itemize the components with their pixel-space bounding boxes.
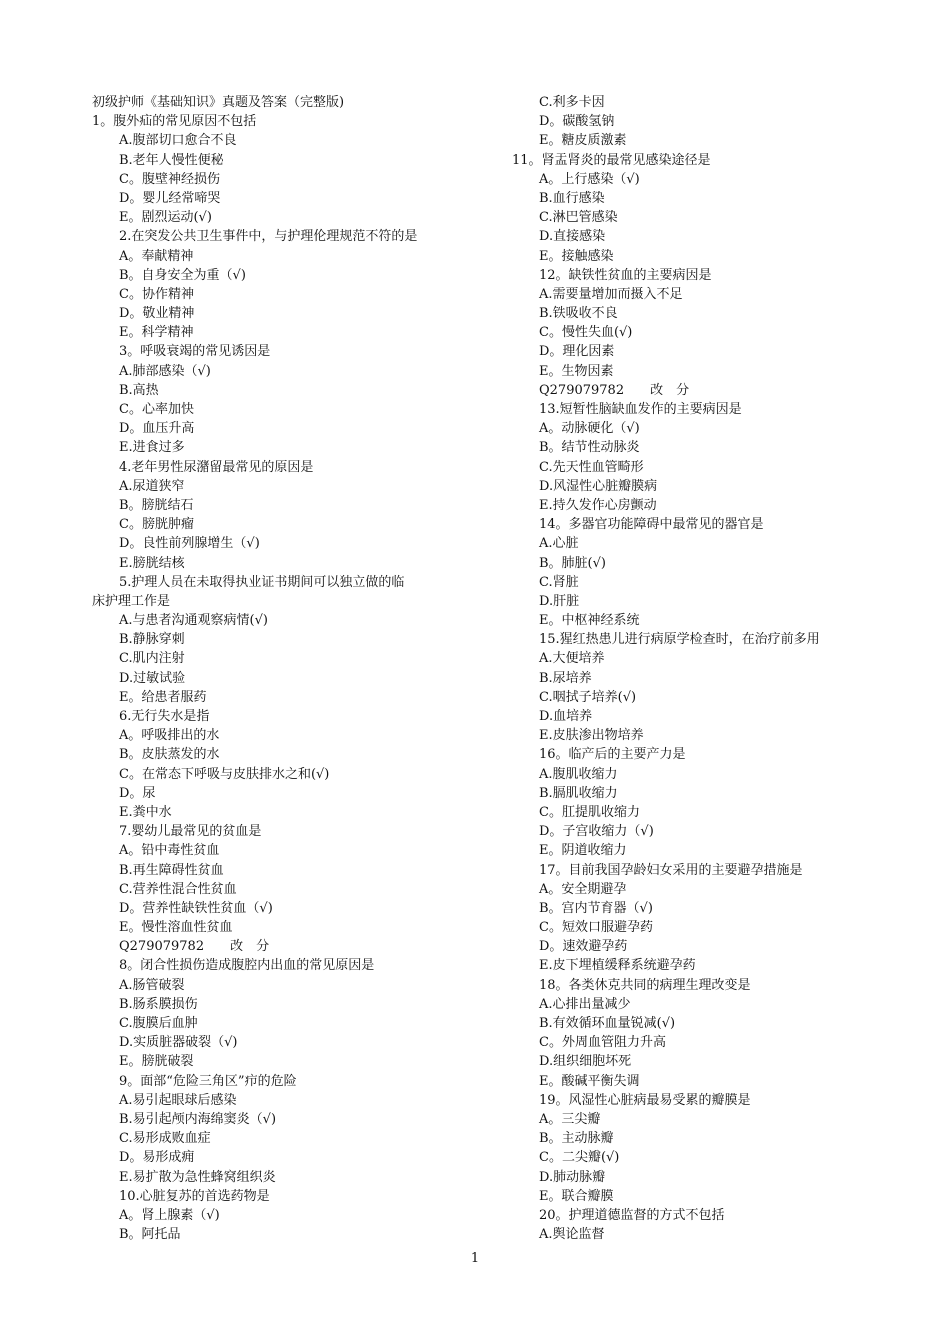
text-line: E。接触感染 <box>539 248 614 264</box>
text-line: D.血培养 <box>539 709 593 724</box>
text-line: 14。多器官功能障碍中最常见的器官是 <box>539 517 764 533</box>
text-line: D。敬业精神 <box>119 306 195 322</box>
text-line: B.肠系膜损伤 <box>119 996 198 1012</box>
text-line: 13.短暂性脑缺血发作的主要病因是 <box>539 402 742 417</box>
text-line: B。肺脏(√) <box>539 555 606 571</box>
text-line: 20。护理道德监督的方式不包括 <box>539 1207 725 1223</box>
text-line: D。易形成痈 <box>119 1150 195 1166</box>
text-line: B。结节性动脉炎 <box>539 440 640 456</box>
text-line: E。剧烈运动(√) <box>119 210 212 226</box>
text-line: 11。肾盂肾炎的最常见感染途径是 <box>512 152 711 168</box>
text-line: 6.无行失水是指 <box>119 709 210 724</box>
text-line: D.组织细胞坏死 <box>539 1054 632 1070</box>
text-line: 18。各类休克共同的病理生理改变是 <box>539 977 751 993</box>
text-line: A。呼吸排出的水 <box>119 728 220 744</box>
text-line: B.血行感染 <box>539 190 605 206</box>
text-line: A.尿道狭窄 <box>119 478 185 494</box>
text-line: 8。闭合性损伤造成腹腔内出血的常见原因是 <box>119 958 375 974</box>
text-line: E.粪中水 <box>119 804 172 820</box>
text-line: D.直接感染 <box>539 229 606 245</box>
text-line: E。给患者服药 <box>119 689 207 705</box>
text-line: 9。面部“危险三角区”疖的危险 <box>119 1073 297 1089</box>
text-line: C。协作精神 <box>119 286 194 302</box>
text-line: 初级护师《基础知识》真题及答案（完整版) <box>92 95 345 110</box>
text-line: B。膀胱结石 <box>119 497 194 513</box>
text-line: D。子宫收缩力（√) <box>539 824 654 840</box>
text-line: E.膀胱结核 <box>119 555 185 571</box>
text-line: B。阿托品 <box>119 1227 181 1243</box>
text-line: B。皮肤蒸发的水 <box>119 747 220 763</box>
text-line: E。生物因素 <box>539 363 614 379</box>
text-line: D。尿 <box>119 785 156 801</box>
text-line: D。速效避孕药 <box>539 939 628 955</box>
text-line: A.心排出量减少 <box>539 996 631 1012</box>
text-line: E.皮下埋植缓释系统避孕药 <box>539 958 696 974</box>
text-line: B.铁吸收不良 <box>539 306 618 322</box>
text-line: 4.老年男性尿潴留最常见的原因是 <box>119 459 314 475</box>
text-line: A.大便培养 <box>539 651 605 667</box>
text-line: C。心率加快 <box>119 402 194 417</box>
text-line: A。动脉硬化（√) <box>539 421 640 437</box>
text-line: E.进食过多 <box>119 440 185 456</box>
text-line: D。理化因素 <box>539 344 615 360</box>
text-line: 2.在突发公共卫生事件中，与护理伦理规范不符的是 <box>119 229 418 245</box>
text-line: A.舆论监督 <box>539 1227 605 1243</box>
text-line: A。铅中毒性贫血 <box>119 843 220 859</box>
text-line: Q279079782 改 分 <box>119 939 270 955</box>
text-line: D。碳酸氢钠 <box>539 114 615 130</box>
text-line: E。科学精神 <box>119 325 194 341</box>
text-line: D.实质脏器破裂（√) <box>119 1035 238 1051</box>
text-line: A.易引起眼球后感染 <box>119 1092 237 1108</box>
text-line: E.持久发作心房颤动 <box>539 497 657 513</box>
text-line: C。外周血管阻力升高 <box>539 1035 666 1051</box>
text-line: 15.猩红热患儿进行病原学检查时，在治疗前多用 <box>539 632 820 648</box>
text-line: D。血压升高 <box>119 421 195 437</box>
text-line: C。腹壁神经损伤 <box>119 171 220 187</box>
text-line: 19。风湿性心脏病最易受累的瓣膜是 <box>539 1092 751 1108</box>
text-line: C.腹膜后血肿 <box>119 1016 198 1031</box>
text-line: C.营养性混合性贫血 <box>119 881 237 897</box>
text-line: A。肾上腺素（√) <box>119 1207 220 1223</box>
text-line: Q279079782 改 分 <box>539 382 690 398</box>
text-line: C.咽拭子培养(√) <box>539 689 637 705</box>
text-line: B.有效循环血量锐减(√) <box>539 1016 676 1031</box>
text-line: C。慢性失血(√) <box>539 325 633 341</box>
text-line: C.肾脏 <box>539 574 579 590</box>
text-line: A。安全期避孕 <box>539 881 627 897</box>
text-line: C。肛提肌收缩力 <box>539 804 640 820</box>
text-line: E。膀胱破裂 <box>119 1054 194 1070</box>
text-line: B。自身安全为重（√) <box>119 267 246 283</box>
text-line: E.皮肤渗出物培养 <box>539 728 644 744</box>
right-column <box>512 93 912 1244</box>
text-line: 7.婴幼儿最常见的贫血是 <box>119 824 262 840</box>
text-line: B.易引起颅内海绵窦炎（√) <box>119 1111 277 1127</box>
text-line: D。营养性缺铁性贫血（√) <box>119 900 273 916</box>
text-line: D.风湿性心脏瓣膜病 <box>539 478 658 494</box>
text-line: 12。缺铁性贫血的主要病因是 <box>539 267 712 283</box>
text-line: E。酸碱平衡失调 <box>539 1073 640 1089</box>
text-line: C。二尖瓣(√) <box>539 1150 620 1166</box>
text-line: C.肌内注射 <box>119 651 185 667</box>
text-line: 1。腹外疝的常见原因不包括 <box>92 114 257 130</box>
text-line: E。慢性溶血性贫血 <box>119 920 233 936</box>
text-line: B。主动脉瓣 <box>539 1131 614 1147</box>
text-line: C.淋巴管感染 <box>539 210 618 226</box>
text-line: C。膀胱肿瘤 <box>119 517 194 533</box>
text-line: A。奉献精神 <box>119 248 194 264</box>
text-line: C.易形成败血症 <box>119 1131 211 1147</box>
text-line: D。婴儿经常啼哭 <box>119 190 221 206</box>
text-line: E。阴道收缩力 <box>539 843 627 859</box>
text-line: C。短效口服避孕药 <box>539 920 653 936</box>
text-line: A.腹部切口愈合不良 <box>119 133 237 149</box>
text-line: 17。目前我国孕龄妇女采用的主要避孕措施是 <box>539 862 803 878</box>
text-line: 16。临产后的主要产力是 <box>539 747 686 763</box>
text-line: B.静脉穿刺 <box>119 632 185 648</box>
text-line: B.膈肌收缩力 <box>539 785 618 801</box>
text-line: D.过敏试验 <box>119 670 186 686</box>
text-line: 10.心脏复苏的首选药物是 <box>119 1188 270 1204</box>
text-line: A.肠管破裂 <box>119 977 185 993</box>
text-line: A.需要量增加而摄入不足 <box>539 286 683 302</box>
left-column <box>92 93 492 1244</box>
text-line: C。在常态下呼吸与皮肤排水之和(√) <box>119 766 330 782</box>
text-line: A.心脏 <box>539 536 579 552</box>
text-line: E。糖皮质激素 <box>539 133 627 149</box>
text-line: A.与患者沟通观察病情(√) <box>119 613 268 629</box>
text-line: 5.护理人员在未取得执业证书期间可以独立做的临 <box>119 574 405 590</box>
text-line: A。三尖瓣 <box>539 1111 601 1127</box>
text-line: C.利多卡因 <box>539 95 605 110</box>
text-line: B.再生障碍性贫血 <box>119 862 224 878</box>
text-line: A.肺部感染（√) <box>119 363 211 379</box>
text-line: A。上行感染（√) <box>539 171 640 187</box>
text-line: A.腹肌收缩力 <box>539 766 618 782</box>
text-line: E。联合瓣膜 <box>539 1188 614 1204</box>
text-line: D。良性前列腺增生（√) <box>119 536 260 552</box>
text-line: 3。呼吸衰竭的常见诱因是 <box>119 344 271 360</box>
text-line: E。中枢神经系统 <box>539 613 640 629</box>
text-line: D.肺动脉瓣 <box>539 1169 606 1185</box>
text-line: B.高热 <box>119 382 159 398</box>
page-number: 1 <box>470 1251 480 1266</box>
text-line: 床护理工作是 <box>92 593 171 609</box>
text-line: B.尿培养 <box>539 670 592 686</box>
text-line: E.易扩散为急性蜂窝组织炎 <box>119 1169 276 1185</box>
text-line: B。宫内节育器（√) <box>539 900 653 916</box>
text-line: D.肝脏 <box>539 593 580 609</box>
text-line: B.老年人慢性便秘 <box>119 152 224 168</box>
text-line: C.先天性血管畸形 <box>539 459 644 475</box>
